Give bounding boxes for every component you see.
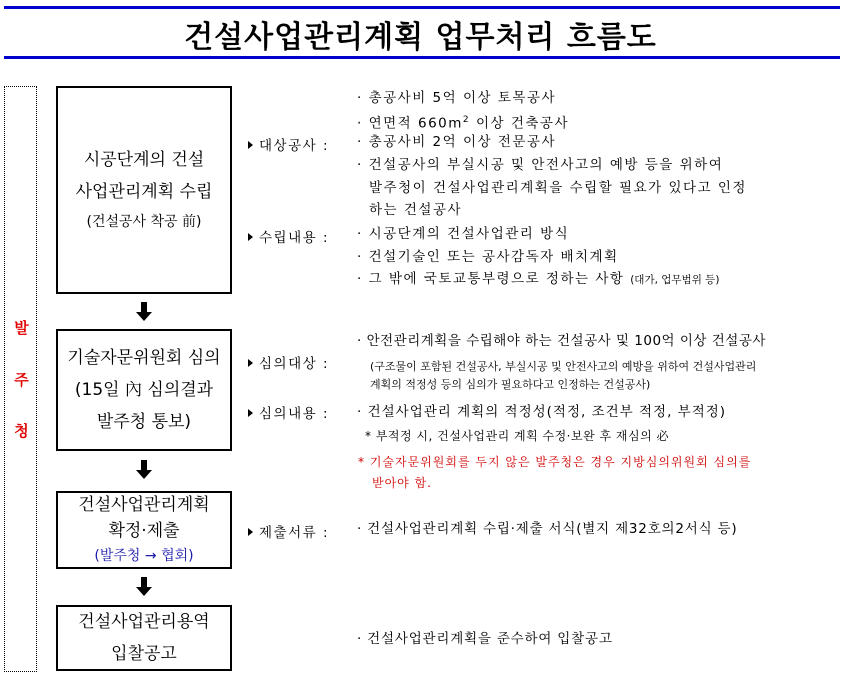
triangle-bullet-icon <box>248 409 253 417</box>
section-label-content: 수립내용 : <box>248 226 329 246</box>
step-title: 기술자문위원회 심의 <box>67 348 221 368</box>
bidding-item: · 건설사업관리계획을 준수하여 입찰공고 <box>357 631 613 647</box>
step-title: 시공단계의 건설 <box>83 150 205 170</box>
sidebar-actor <box>4 86 37 672</box>
triangle-bullet-icon <box>248 233 253 241</box>
step-title: 확정·제출 <box>108 521 180 541</box>
content-item: · 시공단계의 건설사업관리 방식 <box>357 226 570 242</box>
triangle-bullet-icon <box>248 528 253 536</box>
review-content-note: * 부적정 시, 건설사업관리 계획 수정·보완 후 재심의 必 <box>365 429 669 443</box>
target-item: · 총공사비 5억 이상 토목공사 <box>357 90 556 106</box>
step-note: 발주청 통보) <box>96 412 192 432</box>
section-label-review-content: 심의내용 : <box>248 402 329 422</box>
section-label-submission: 제출서류 : <box>248 521 329 541</box>
review-target-detail: (구조물이 포함된 건설공사, 부실시공 및 안전사고의 예방을 위하여 건설사업관리 <box>370 360 757 373</box>
target-item: · 건설공사의 부실시공 및 안전사고의 예방 등을 위하여 <box>357 157 724 173</box>
down-arrow-icon <box>136 302 152 322</box>
content-item: · 그 밖에 국토교통부령으로 정하는 사항 (대가, 업무범위 등) <box>357 271 720 287</box>
step-title: 건설사업관리계획 <box>78 495 210 515</box>
sidebar-char: 청 <box>14 422 29 440</box>
down-arrow-icon <box>136 460 152 480</box>
step-note: (건설공사 착공 前) <box>86 214 202 230</box>
step-title: 사업관리계획 수립 <box>75 182 213 202</box>
target-item: · 연면적 $660m^2$ 이상 건축공사 <box>357 115 569 132</box>
step-box-bidding <box>56 605 232 671</box>
step-note: (15일 內 심의결과 <box>74 380 214 400</box>
target-item: 발주청이 건설사업관리계획을 수립할 필요가 있다고 인정 <box>369 180 747 196</box>
red-note: 받아야 함. <box>372 476 432 490</box>
triangle-bullet-icon <box>248 359 253 367</box>
target-item: 하는 건설공사 <box>369 202 463 218</box>
title-rule-bottom <box>4 56 840 59</box>
step-box-review <box>56 329 232 451</box>
triangle-bullet-icon <box>248 141 253 149</box>
page-title: 건설사업관리계획 업무처리 흐름도 <box>184 20 657 55</box>
step-box-plan <box>56 86 232 294</box>
step-box-submit <box>56 491 232 569</box>
submission-item: · 건설사업관리계획 수립·제출 서식(별지 제32호의2서식 등) <box>357 521 738 537</box>
review-target-detail: 계획의 적정성 등의 심의가 필요하다고 인정하는 건설공사) <box>370 378 651 391</box>
review-target-item: · 안전관리계획을 수립해야 하는 건설공사 및 100억 이상 건설공사 <box>357 333 766 349</box>
title-rule-top <box>4 6 840 9</box>
section-label-review-target: 심의대상 : <box>248 352 329 372</box>
target-item: · 총공사비 2억 이상 전문공사 <box>357 134 556 150</box>
red-note: * 기술자문위원회를 두지 않은 발주청은 경우 지방심의위원회 심의를 <box>358 455 752 469</box>
content-item: · 건설기술인 또는 공사감독자 배치계획 <box>357 249 619 265</box>
down-arrow-icon <box>136 577 152 597</box>
sidebar-char: 주 <box>14 371 29 389</box>
review-content-item: · 건설사업관리 계획의 적정성(적정, 조건부 적정, 부적정) <box>357 404 727 420</box>
section-label-target: 대상공사 : <box>248 134 329 154</box>
step-flow-note: (발주청 → 협회) <box>94 548 194 564</box>
sidebar-char: 발 <box>14 319 29 337</box>
step-title: 건설사업관리용역 <box>78 612 210 632</box>
step-title: 입찰공고 <box>111 644 177 664</box>
